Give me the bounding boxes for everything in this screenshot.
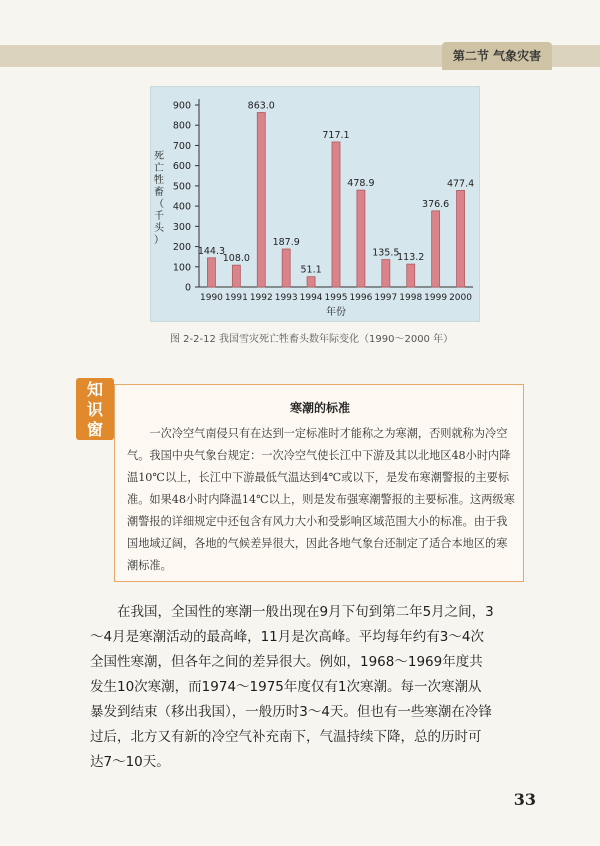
page-number: 33 <box>513 790 536 809</box>
bar-value-label: 144.3 <box>197 245 226 257</box>
bar-value-label: 135.5 <box>372 247 400 259</box>
bar-value-label: 863.0 <box>247 100 275 112</box>
knowledge-window-tab <box>76 378 114 440</box>
tab-char-1: 知 <box>86 380 103 399</box>
x-tick-label: 1992 <box>249 293 273 303</box>
x-tick-label: 2000 <box>449 293 472 303</box>
bar-chart <box>151 87 481 323</box>
y-axis-label-char: （ <box>154 199 164 210</box>
y-tick-label: 400 <box>172 201 191 213</box>
x-tick-label: 1998 <box>399 293 423 303</box>
bar-value-label: 187.9 <box>272 237 300 249</box>
y-axis-label-char: 牲 <box>154 175 164 186</box>
y-tick-label: 300 <box>172 221 191 233</box>
knowledge-text: 一次冷空气南侵只有在达到一定标准时才能称之为寒潮，否则就称为冷空气。我国中央气象台规定：一次冷空气使长江中下游及其以北地区48小时内降温10℃以上，长江中下游最低气温达到4℃或以下，是发布寒潮警报的主要标准。如果48小时内降温14℃以上，则是发布强寒潮警报的主要标准。这两级寒潮警报的详细规定中还包含有风力大小和受影响区域范围大小的标准。由于我国地域辽阔，各地的气候差异很大，因此各地气象台还制定了适合本地区的寒潮标准。 <box>127 427 515 572</box>
y-axis-label-char: 头 <box>154 223 164 234</box>
y-axis-label-char: 亡 <box>154 163 164 174</box>
bar-1990 <box>207 258 215 287</box>
body-paragraph: 在我国，全国性的寒潮一般出现在9月下旬到第二年5月之间，3～4月是寒潮活动的最高峰，11月是次高峰。平均每年约有3～4次全国性寒潮，但各年之间的差异很大。例如，1968～1969年度共发生10次寒潮，而1974～1975年度仅有1次寒潮。每一次寒潮从暴发到结束（移出我国），一般历时3～4天。但也有一些寒潮在冷锋过后，北方又有新的冷空气补充南下，气温持续下降，总的历时可达7～10天。 <box>90 604 494 770</box>
x-tick-label: 1994 <box>299 293 323 303</box>
y-tick-label: 100 <box>172 262 191 274</box>
x-tick-label: 1990 <box>200 293 223 303</box>
bar-value-label: 113.2 <box>397 252 425 264</box>
bar-value-label: 51.1 <box>300 264 322 276</box>
knowledge-window-box <box>114 384 524 582</box>
tab-char-2: 识 <box>86 400 103 419</box>
tab-char-3: 窗 <box>86 420 103 439</box>
bar-value-label: 717.1 <box>322 129 350 141</box>
y-axis-label-char: ） <box>154 235 164 246</box>
bar-1995 <box>332 142 340 287</box>
knowledge-title: 寒潮的标准 <box>289 401 350 415</box>
x-tick-label: 1995 <box>324 293 348 303</box>
y-tick-label: 200 <box>172 242 191 254</box>
y-tick-label: 800 <box>172 120 191 132</box>
y-axis-label-char: 死 <box>154 151 164 162</box>
y-tick-label: 600 <box>172 161 191 173</box>
bar-value-label: 478.9 <box>347 178 375 190</box>
bar-1994 <box>307 277 315 287</box>
bar-1999 <box>432 211 440 287</box>
x-axis-label: 年份 <box>326 307 346 318</box>
y-axis-label-char: 畜 <box>154 187 164 198</box>
y-tick-label: 500 <box>172 181 191 193</box>
y-tick-label: 700 <box>172 140 191 152</box>
x-tick-label: 1993 <box>274 293 298 303</box>
y-tick-label: 900 <box>172 100 191 112</box>
section-title: 第二节 气象灾害 <box>442 42 552 70</box>
bar-1997 <box>382 260 390 287</box>
bar-2000 <box>457 190 465 287</box>
bar-1993 <box>282 249 290 287</box>
figure-caption: 图 2-2-12 我国雪灾死亡牲畜头数年际变化（1990～2000 年） <box>170 334 454 345</box>
y-axis-label-char: 千 <box>154 211 164 222</box>
bar-1998 <box>407 264 415 287</box>
bar-value-label: 108.0 <box>222 253 250 265</box>
x-tick-label: 1997 <box>374 293 398 303</box>
x-tick-label: 1999 <box>424 293 448 303</box>
bar-1996 <box>357 190 365 287</box>
bar-value-label: 376.6 <box>422 198 450 210</box>
chart-container <box>150 86 480 322</box>
bar-value-label: 477.4 <box>446 178 475 190</box>
x-tick-label: 1991 <box>224 293 248 303</box>
bar-1991 <box>232 265 240 287</box>
bar-1992 <box>257 112 265 287</box>
y-tick-label: 0 <box>184 282 191 294</box>
x-tick-label: 1996 <box>349 293 373 303</box>
